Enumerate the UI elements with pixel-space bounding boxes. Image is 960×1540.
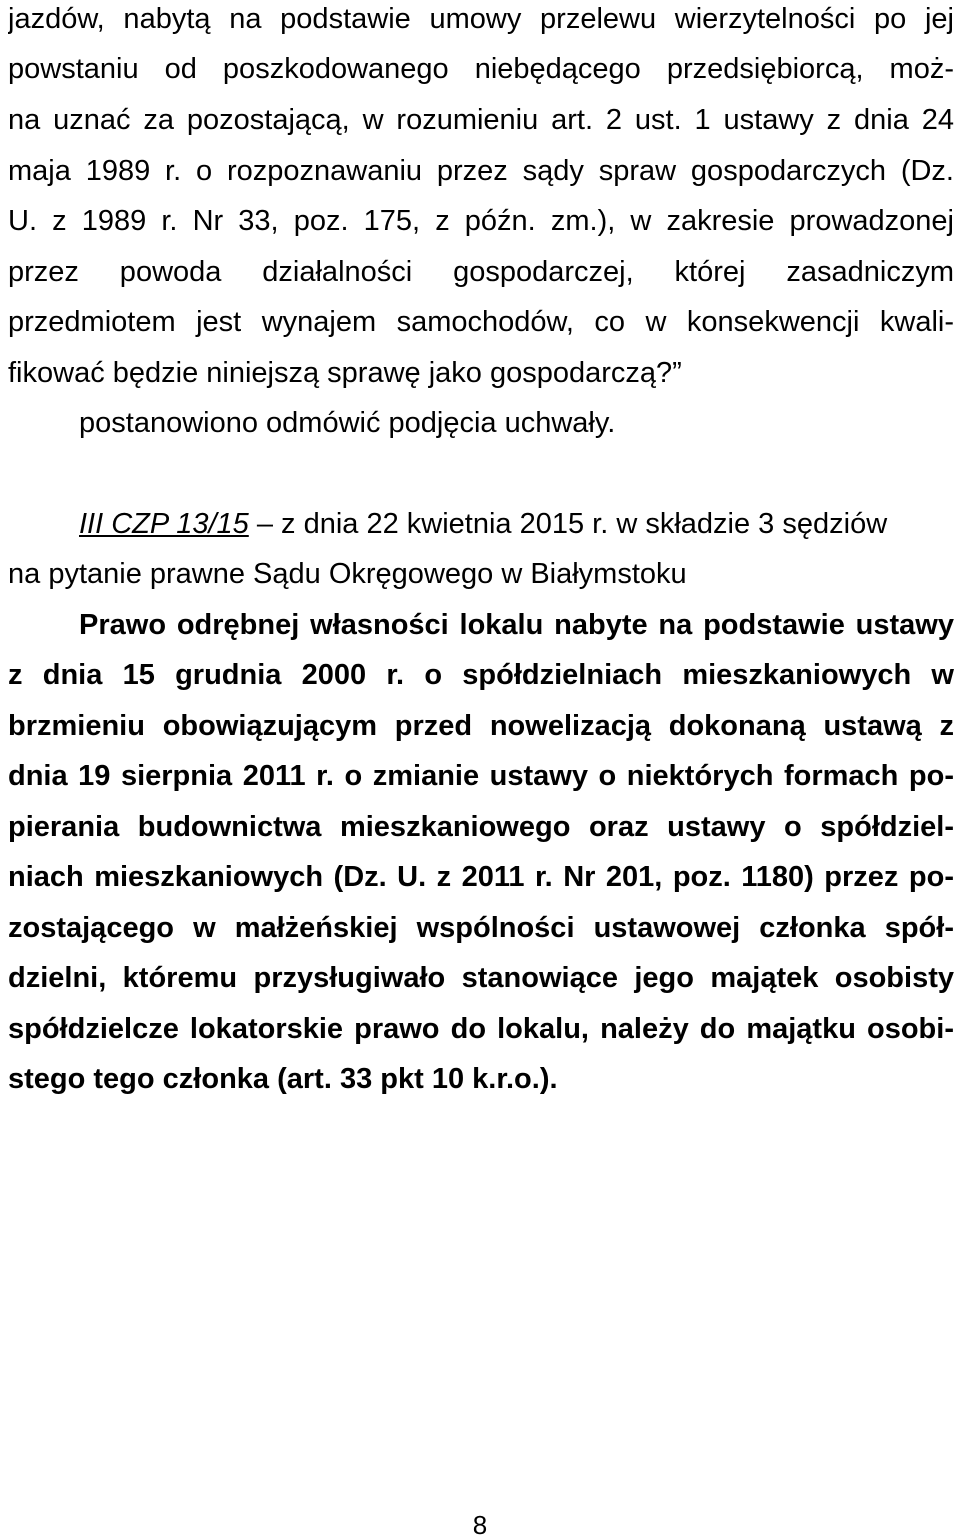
holding-line: spółdzielcze lokatorskie prawo do lokalu, należy do majątku osobi- [8, 1013, 954, 1045]
text-line: fikować będzie niniejszą sprawę jako gospodarczą?” [8, 357, 682, 389]
decision-line: postanowiono odmówić podjęcia uchwały. [79, 407, 616, 439]
text-line: maja 1989 r. o rozpoznawaniu przez sądy spraw gospodarczych (Dz. [8, 155, 954, 187]
text-line: jazdów, nabytą na podstawie umowy przelewu wierzytelności po jej [8, 3, 954, 35]
holding-line: niach mieszkaniowych (Dz. U. z 2011 r. Nr 201, poz. 1180) przez po- [8, 861, 954, 893]
holding-line: z dnia 15 grudnia 2000 r. o spółdzielniach mieszkaniowych w [8, 659, 954, 691]
holding-line: brzmieniu obowiązującym przed nowelizacją dokonaną ustawą z [8, 710, 954, 742]
holding-line: dzielni, któremu przysługiwało stanowiące jego majątek osobisty [8, 962, 954, 994]
text-line: na uznać za pozostającą, w rozumieniu art. 2 ust. 1 ustawy z dnia 24 [8, 104, 954, 136]
case-header [79, 507, 887, 541]
case-signature: III CZP 13/15 [79, 508, 249, 540]
page-number: 8 [472, 1510, 488, 1540]
holding-line: zostającego w małżeńskiej wspólności ustawowej członka spół- [8, 912, 954, 944]
holding-line: pierania budownictwa mieszkaniowego oraz ustawy o spółdziel- [8, 811, 954, 843]
text-line: przez powoda działalności gospodarczej, której zasadniczym [8, 256, 954, 288]
case-date: – z dnia 22 kwietnia 2015 r. w składzie 3 sędziów [248, 508, 888, 540]
text-line: U. z 1989 r. Nr 33, poz. 175, z późn. zm.), w zakresie prowadzonej [8, 205, 954, 237]
holding-line: stego tego członka (art. 33 pkt 10 k.r.o.). [8, 1063, 558, 1095]
text-line: przedmiotem jest wynajem samochodów, co w konsekwencji kwali- [8, 306, 954, 338]
text-line: powstaniu od poszkodowanego niebędącego przedsiębiorcą, moż- [8, 53, 954, 85]
question-line: na pytanie prawne Sądu Okręgowego w Białymstoku [8, 558, 687, 590]
holding-line: Prawo odrębnej własności lokalu nabyte na podstawie ustawy [79, 609, 954, 641]
holding-line: dnia 19 sierpnia 2011 r. o zmianie ustawy o niektórych formach po- [8, 760, 954, 792]
